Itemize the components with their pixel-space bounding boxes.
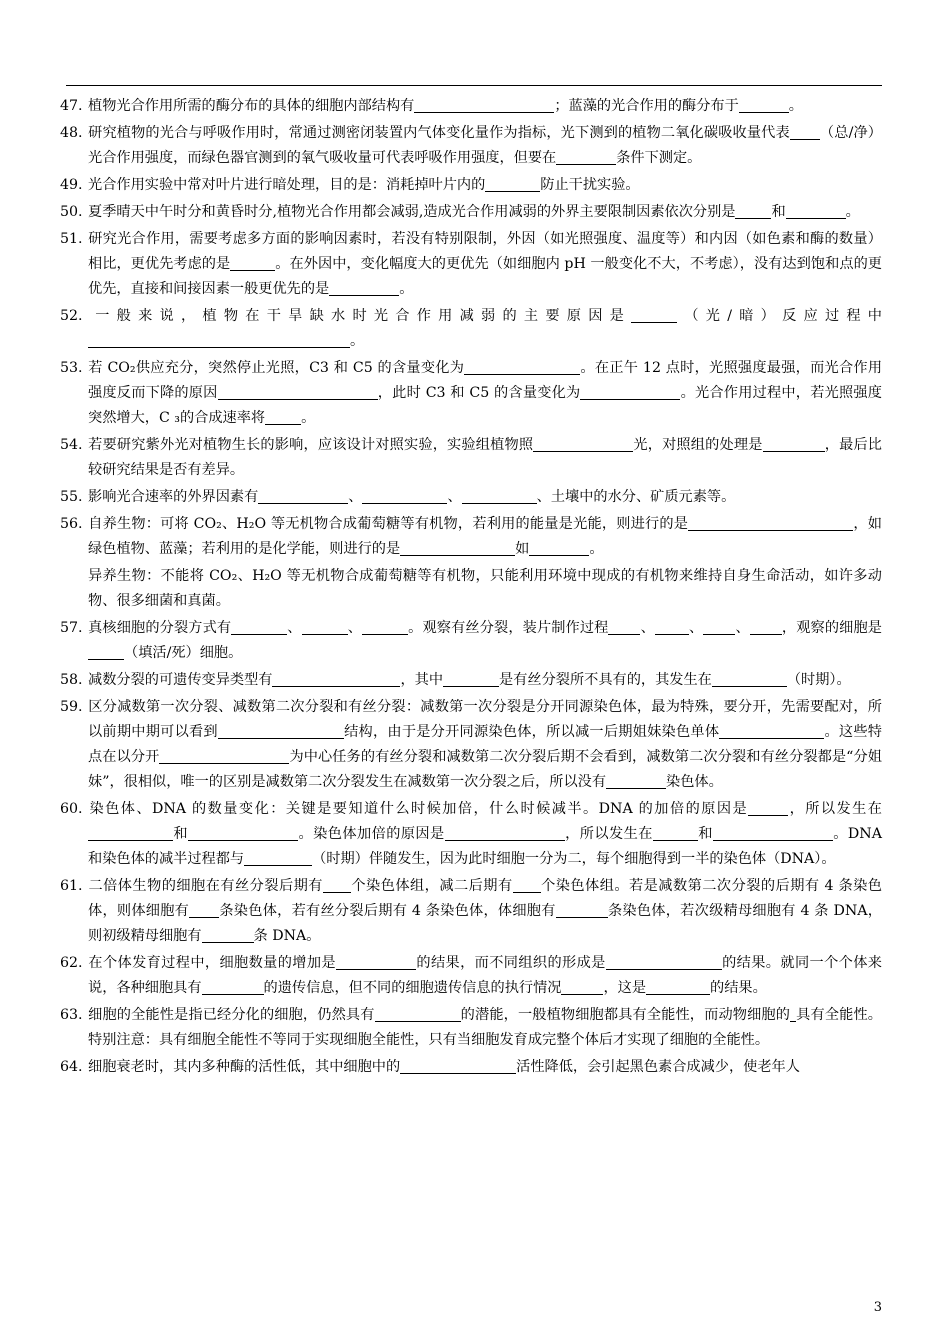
question-text: 。在正午 12 点时，光照强度最强，而光合作用强度反而下降的原因 xyxy=(88,360,883,401)
question-text: 具有全能性。特别注意：具有细胞全能性不等同于实现细胞全能性，只有当细胞发育成完整个体后才实现了细胞的全能性。 xyxy=(88,1007,882,1048)
question-item xyxy=(60,512,882,562)
fill-blank[interactable] xyxy=(763,435,825,452)
question-text: 的结果。就同一个个体来说，各种细胞具有 xyxy=(88,955,882,996)
question-item xyxy=(60,94,882,119)
question-number: 57. xyxy=(60,620,83,636)
question-number: 56. xyxy=(60,516,83,532)
fill-blank[interactable] xyxy=(556,901,608,918)
question-text: 条染色体，若有丝分裂后期有 4 条染色体，体细胞有 xyxy=(219,903,556,919)
fill-blank[interactable] xyxy=(443,670,499,687)
question-item xyxy=(60,227,882,302)
fill-blank[interactable] xyxy=(202,926,254,943)
question-text: 、 xyxy=(348,489,363,505)
fill-blank[interactable] xyxy=(646,978,710,995)
question-text: 一般来说，植物在干旱缺水时光合作用减弱的主要原因是 xyxy=(88,308,632,324)
fill-blank[interactable] xyxy=(462,487,537,504)
question-text: 夏季晴天中午时分和黄昏时分,植物光合作用都会减弱,造成光合作用减弱的外界主要限制因素依次分别是 xyxy=(88,204,736,220)
fill-blank[interactable] xyxy=(88,643,124,660)
question-text: 光合作用实验中常对叶片进行暗处理，目的是：消耗掉叶片内的 xyxy=(88,177,486,193)
fill-blank[interactable] xyxy=(606,772,666,789)
fill-blank[interactable] xyxy=(302,618,348,635)
fill-blank[interactable] xyxy=(258,487,348,504)
question-item xyxy=(60,173,882,198)
question-text: （填活/死）细胞。 xyxy=(124,645,243,661)
question-text: 二倍体生物的细胞在有丝分裂后期有 xyxy=(88,878,323,894)
question-text: 活性降低，会引起黑色素合成减少，使老年人 xyxy=(516,1059,800,1075)
question-text: 、 xyxy=(688,620,704,636)
question-number: 47. xyxy=(60,98,83,114)
fill-blank[interactable] xyxy=(712,670,787,687)
question-text: 。 xyxy=(399,281,414,297)
fill-blank[interactable] xyxy=(513,876,541,893)
question-text: 光，对照组的处理是 xyxy=(633,437,763,453)
fill-blank[interactable] xyxy=(748,799,788,816)
question-text: 。光合作用过程中，若光照强度突然增大，C ₃的合成速率将 xyxy=(88,385,882,426)
fill-blank[interactable] xyxy=(750,618,782,635)
question-text: 如 xyxy=(515,541,530,557)
question-text: 的结果，而不同组织的形成是 xyxy=(416,955,606,971)
fill-blank[interactable] xyxy=(445,824,565,841)
question-text: 。 xyxy=(845,204,860,220)
fill-blank[interactable] xyxy=(362,487,447,504)
question-text: 。这些特点在以分开 xyxy=(88,724,882,765)
question-number: 64. xyxy=(60,1059,83,1075)
question-text: 、 xyxy=(347,620,363,636)
fill-blank[interactable] xyxy=(580,383,680,400)
question-text: ，如绿色植物、蓝藻；若利用的是化学能，则进行的是 xyxy=(88,516,882,557)
question-text: 。DNA 和染色体的减半过程都与 xyxy=(88,826,882,867)
question-text: 真核细胞的分裂方式有 xyxy=(88,620,232,636)
question-number: 61. xyxy=(60,878,83,894)
question-text: 减数分裂的可遗传变异类型有 xyxy=(88,672,273,688)
fill-blank[interactable] xyxy=(703,618,735,635)
question-text: 若要研究紫外光对植物生长的影响，应该设计对照实验，实验组植物照 xyxy=(88,437,534,453)
question-item xyxy=(60,797,882,872)
question-text: 和 xyxy=(771,204,786,220)
fill-blank[interactable] xyxy=(556,148,616,165)
question-number: 51. xyxy=(60,231,83,247)
question-text: 研究植物的光合与呼吸作用时，常通过测密闭装置内气体变化量作为指标，光下测到的植物二氧化碳吸收量代表 xyxy=(88,125,790,141)
fill-blank[interactable] xyxy=(400,539,515,556)
question-text: 染色体。 xyxy=(666,774,723,790)
fill-blank[interactable] xyxy=(244,849,312,866)
question-text: ，此时 C3 和 C5 的含量变化为 xyxy=(377,385,581,401)
question-item xyxy=(60,433,882,483)
question-number: 62. xyxy=(60,955,83,971)
question-item xyxy=(60,695,882,795)
question-item xyxy=(60,200,882,225)
question-text: 。 xyxy=(301,410,316,426)
fill-blank[interactable] xyxy=(189,901,219,918)
question-text: （时期）。 xyxy=(786,672,851,688)
fill-blank[interactable] xyxy=(272,670,400,687)
question-text: 条 DNA。 xyxy=(253,928,321,944)
fill-blank[interactable] xyxy=(414,96,554,113)
question-text: 条染色体，若次级精母细胞有 4 条 DNA，则初级精母细胞有 xyxy=(88,903,882,944)
question-item xyxy=(60,485,882,510)
fill-blank[interactable] xyxy=(739,96,789,113)
question-text: （时期）伴随发生，因为此时细胞一分为二，每个细胞得到一半的染色体（DNA）。 xyxy=(312,851,836,867)
fill-blank[interactable] xyxy=(655,618,689,635)
fill-blank[interactable] xyxy=(218,383,378,400)
question-text: 。 xyxy=(589,541,604,557)
question-text: 个染色体组。若是减数第二次分裂的后期有 4 条染色体，则体细胞有 xyxy=(88,878,882,919)
question-text: 若 CO₂供应充分，突然停止光照，C3 和 C5 的含量变化为 xyxy=(88,360,465,376)
fill-blank[interactable] xyxy=(202,978,264,995)
question-number: 55. xyxy=(60,489,83,505)
question-text: 个染色体组，减二后期有 xyxy=(350,878,513,894)
fill-blank[interactable] xyxy=(218,722,344,739)
header-rule xyxy=(66,85,882,86)
question-number: 52. xyxy=(60,308,83,324)
question-item xyxy=(60,951,882,1001)
fill-blank[interactable] xyxy=(529,539,589,556)
question-text: 异养生物：不能将 CO₂、H₂O 等无机物合成葡萄糖等有机物，只能利用环境中现成的有机物来维持自身生命活动，如许多动物、很多细菌和真菌。 xyxy=(88,568,882,609)
question-text: 是有丝分裂所不具有的，其发生在 xyxy=(499,672,712,688)
question-text: 的遗传信息，但不同的细胞遗传信息的执行情况 xyxy=(263,980,562,996)
question-number: 53. xyxy=(60,360,83,376)
question-text: 染色体、DNA 的数量变化：关键是要知道什么时候加倍，什么时候减半。DNA 的加倍的原因是 xyxy=(88,801,749,817)
question-number: 58. xyxy=(60,672,83,688)
fill-blank[interactable] xyxy=(375,1005,461,1022)
question-text: 为中心任务的有丝分裂和减数第二次分裂后期不会看到，减数第二次分裂和有丝分裂都是“分姐妹”，很相似，唯一的区别是减数第二次分裂发生在减数第一次分裂之后，所以没有 xyxy=(88,749,882,790)
fill-blank[interactable] xyxy=(231,618,287,635)
fill-blank[interactable] xyxy=(362,618,408,635)
question-text: 研究光合作用，需要考虑多方面的影响因素时，若没有特别限制，外因（如光照强度、温度等）和内因（如色素和酶的数量）相比，更优先考虑的是 xyxy=(88,231,882,272)
fill-blank[interactable] xyxy=(329,279,399,296)
question-text: ，所以发生在 xyxy=(788,801,882,817)
question-text: 。观察有丝分裂，装片制作过程 xyxy=(408,620,609,636)
question-text: ，这是 xyxy=(603,980,647,996)
fill-blank[interactable] xyxy=(608,618,640,635)
question-text: 结构，由于是分开同源染色体，所以减一后期姐妹染色单体 xyxy=(343,724,720,740)
question-number: 49. xyxy=(60,177,83,193)
question-text: 。在外因中，变化幅度大的更优先（如细胞内 pH 一般变化不大，不考虑），没有达到饱和点的更优先，直接和间接因素一般更优先的是 xyxy=(88,256,882,297)
page-number: 3 xyxy=(873,1300,882,1315)
question-text: 影响光合速率的外界因素有 xyxy=(88,489,259,505)
question-number: 54. xyxy=(60,437,83,453)
question-item xyxy=(60,616,882,666)
question-text: 细胞衰老时，其内多种酶的活性低，其中细胞中的 xyxy=(88,1059,401,1075)
fill-blank[interactable] xyxy=(323,876,351,893)
question-text: 。染色体加倍的原因是 xyxy=(298,826,445,842)
fill-blank[interactable] xyxy=(688,514,853,531)
question-item xyxy=(60,356,882,431)
fill-blank[interactable] xyxy=(561,978,603,995)
question-text: ，其中 xyxy=(400,672,444,688)
question-text: 、土壤中的水分、矿质元素等。 xyxy=(536,489,736,505)
question-text: （光/暗）反应过程中 xyxy=(677,308,882,324)
fill-blank[interactable] xyxy=(533,435,633,452)
question-item xyxy=(60,668,882,693)
question-text: 、 xyxy=(640,620,655,636)
question-number: 59. xyxy=(60,699,83,715)
fill-blank[interactable] xyxy=(719,722,824,739)
fill-blank[interactable] xyxy=(631,306,677,323)
fill-blank[interactable] xyxy=(159,747,289,764)
question-text: ，最后比较研究结果是否有差异。 xyxy=(88,437,882,478)
question-text: 、 xyxy=(287,620,302,636)
fill-blank[interactable] xyxy=(188,824,298,841)
question-text: 的结果。 xyxy=(710,980,767,996)
question-text: ；蓝藻的光合作用的酶分布于 xyxy=(554,98,739,114)
fill-blank[interactable] xyxy=(464,358,580,375)
question-text: 的潜能，一般植物细胞都具有全能性，而动物细胞的 xyxy=(460,1007,791,1023)
question-text: ，所以发生在 xyxy=(564,826,653,842)
question-item xyxy=(60,1055,882,1080)
question-number: 48. xyxy=(60,125,83,141)
question-number: 63. xyxy=(60,1007,83,1023)
question-text: 。 xyxy=(350,333,365,349)
question-text: 和 xyxy=(173,826,189,842)
question-item xyxy=(60,304,882,354)
question-text: 在个体发育过程中，细胞数量的增加是 xyxy=(88,955,336,971)
question-text: （总/净）光合作用强度，而绿色器官测到的氧气吸收量可代表呼吸作用强度，但要在 xyxy=(88,125,882,166)
question-number: 60. xyxy=(60,801,83,817)
question-text: 防止干扰实验。 xyxy=(540,177,640,193)
fill-blank[interactable] xyxy=(485,175,540,192)
fill-blank[interactable] xyxy=(230,254,275,271)
question-text: 细胞的全能性是指已经分化的细胞，仍然具有 xyxy=(88,1007,375,1023)
fill-blank[interactable] xyxy=(88,824,173,841)
question-text: 条件下测定。 xyxy=(616,150,702,166)
fill-blank[interactable] xyxy=(786,202,846,219)
question-item xyxy=(60,121,882,171)
question-text: 、 xyxy=(447,489,462,505)
question-number: 50. xyxy=(60,204,83,220)
fill-blank[interactable] xyxy=(400,1057,516,1074)
question-text: 区分减数第一次分裂、减数第二次分裂和有丝分裂：减数第一次分裂是分开同源染色体，最为特殊，要分开，先需要配对，所以前期中期可以看到 xyxy=(88,699,882,740)
question-item xyxy=(60,874,882,949)
fill-blank[interactable] xyxy=(265,408,301,425)
fill-blank[interactable] xyxy=(336,953,416,970)
fill-blank[interactable] xyxy=(653,824,698,841)
question-text: 和 xyxy=(697,826,713,842)
fill-blank[interactable] xyxy=(790,123,820,140)
question-text: 自养生物：可将 CO₂、H₂O 等无机物合成葡萄糖等有机物，若利用的能量是光能，则进行的是 xyxy=(88,516,689,532)
question-text: 、 xyxy=(735,620,750,636)
fill-blank[interactable] xyxy=(735,202,771,219)
question-item xyxy=(60,564,882,614)
question-text: 植物光合作用所需的酶分布的具体的细胞内部结构有 xyxy=(88,98,415,114)
fill-blank[interactable] xyxy=(606,953,722,970)
question-text: 。 xyxy=(788,98,803,114)
question-list xyxy=(60,94,882,1082)
question-item xyxy=(60,1003,882,1053)
fill-blank[interactable] xyxy=(713,824,833,841)
question-text: ，观察的细胞是 xyxy=(781,620,882,636)
fill-blank[interactable] xyxy=(88,331,350,348)
